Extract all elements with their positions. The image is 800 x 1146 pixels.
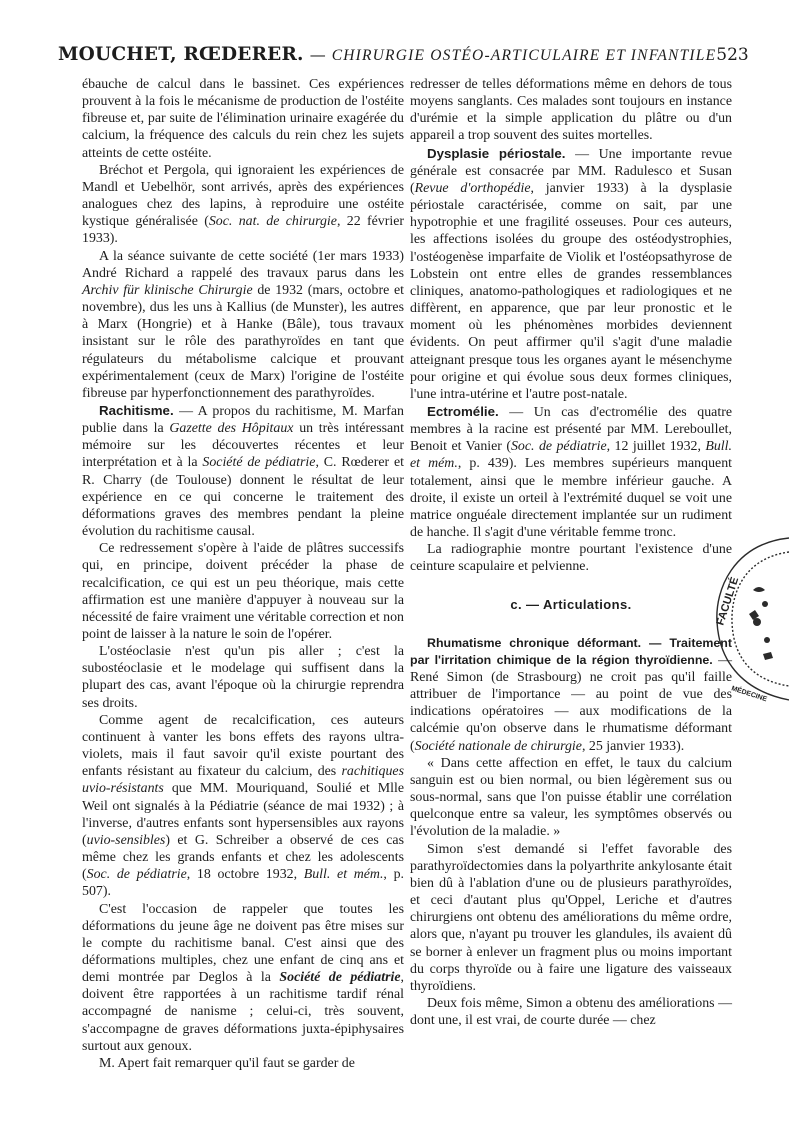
page-number: 523 [716, 45, 749, 65]
section-heading: Rachitisme. [99, 402, 174, 418]
citation: Archiv für klinische Chirurgie [82, 282, 253, 298]
paragraph: C'est l'occasion de rappeler que toutes les déformations du jeune âge ne doivent pas être mises sur le compte du rachitisme banal. C'est ainsi que des déformations multiples, chez une enfant de cinq ans et demi montrée par Deglos à la Société de pédiatrie, doivent être rapportées à un rachitisme tardif rénal accompagné de nanisme ; celui-ci, très souvent, s'accompagne de graves déformations juxta-épiphysaires surtout aux genoux. [82, 901, 405, 1054]
citation: uvio-sensibles [86, 832, 166, 848]
paragraph: Deux fois même, Simon a obtenu des améliorations — dont une, il est vrai, de courte durée — chez [410, 995, 732, 1029]
citation: Soc. de pédiatrie [86, 867, 187, 883]
stamp-text-bottom: MÉDECINE [730, 685, 768, 704]
right-column [410, 76, 732, 1029]
section-heading: Rhumatisme chronique déformant. — Traitement par l'irritation chimique de la région thyroïdienne. [410, 635, 732, 667]
citation: Bull. et mém. [410, 439, 732, 472]
citation: Revue d'orthopédie [414, 180, 531, 196]
citation: Bull. et mém. [303, 867, 384, 883]
paragraph: ébauche de calcul dans le bassinet. Ces expériences prouvent à la fois le mécanisme de production de l'ostéite fibreuse et, par suite de l'élimination urinaire exagérée du calcium, la fréquence des calculs du rein chez les sujets atteints de cette ostéite. [82, 77, 404, 161]
paragraph: Simon s'est demandé si l'effet favorable des parathyroïdectomies dans la polyarthrite ankylosante était bien dû à l'ablation d'une ou de plusieurs parathyroïdes, et ceci d'autant plus qu'Oppel, Leriche et d'autres chirurgiens ont obtenu des améliorations du même ordre, alors que, n'ayant pu trouver les glandules, ils avaient dû se borner à enlever un fragment plus ou moins important du corps thyroïde ou à faire une ligature des vaisseaux thyroïdiens. [410, 841, 732, 994]
library-stamp [703, 530, 789, 708]
citation: Soc. nat. de chirurgie [208, 214, 337, 230]
paragraph: Ectromélie. — Un cas d'ectromélie des quatre membres à la racine est présenté par MM. Lereboullet, Benoit et Vanier (Soc. de pédiatrie, 12 juillet 1932, Bull. et mém., p. 439). Les membres supérieurs manquent totalement, ainsi que le membre inférieur gauche. A droite, il existe un orteil à l'extrémité duquel se voit une matrice onguéale directement implantée sur un rudiment de hanche. Il s'agit d'une véritable femme tronc. [410, 403, 732, 541]
header-title: CHIRURGIE OSTÉO-ARTICULAIRE ET INFANTILE [331, 47, 717, 64]
running-header [58, 44, 749, 72]
section-heading: Ectromélie. [427, 403, 499, 419]
paragraph: Rachitisme. — A propos du rachitisme, M. Marfan publie dans la Gazette des Hôpitaux un très intéressant mémoire sur les découvertes récentes et leur interprétation et à la Société de pédiatrie, C. Rœderer et R. Charry (de Toulouse) donnent le résultat de leur expérience en ce qui concerne le traitement des déformations graves des membres pendant la pleine évolution du rachitisme causal. [82, 402, 405, 540]
stamp-text-top: FACULTÉ [714, 575, 742, 627]
paragraph: Dysplasie périostale. — Une importante revue générale est consacrée par MM. Radulesco et Susan (Revue d'orthopédie, janvier 1933) à la dysplasie périostale caractérisée, comme on sait, par une hypotrophie et une fragilité osseuses. Pour ces auteurs, les affections isolées du groupe des ostéodystrophies, l'ostéogenèse imparfaite de Violik et l'ostéopsathyrose de Lobstein ont entre elles de grandes ressemblances cliniques, anatomo-pathologiques et radiologiques et ne diffèrent, en apparence, que par leur pronostic et le moment où les phénomènes morbides deviennent évidents. On peut affirmer qu'il s'agit d'une maladie atteignant presque tous les organes ayant le mésenchyme pour origine et qui évolue sous deux formes cliniques, l'une intra-utérine et l'autre post-natale. [410, 145, 732, 402]
paragraph: M. Apert fait remarquer qu'il faut se garder de [99, 1055, 355, 1071]
header-separator: — [309, 45, 326, 64]
paragraph: La radiographie montre pourtant l'existence d'une ceinture scapulaire et pelvienne. [410, 542, 732, 575]
left-column [82, 76, 404, 1072]
paragraph: « Dans cette affection en effet, le taux du calcium sanguin est ou bien normal, ou bien légèrement sus ou sous-normal, sans que l'on puisse établir une corrélation quelconque entre sa valeur, les symptômes observés ou l'évolution de la maladie. » [410, 755, 732, 840]
citation: Société nationale de chirurgie [414, 738, 582, 754]
paragraph: A la séance suivante de cette société (1er mars 1933) André Richard a rappelé des travaux parus dans les Archiv für klinische Chirurgie de 1932 (mars, octobre et novembre), dus les uns à Kallius (de Munster), les autres à Marx (Hongrie) et à Hanke (Bâle), tous travaux insistant sur le rôle des parathyroïdes en tant que régulateurs du métabolisme calcique et prouvant expérimentalement (ceux de Marx) l'origine de l'ostéite fibreuse par hyperfonctionnement des parathyroïdes. [82, 248, 404, 401]
paragraph: redresser de telles déformations même en dehors de tous moyens sanglants. Ces malades sont toujours en instance d'urémie et la simple application du plâtre ou d'un appareil a trop souvent des suites mortelles. [410, 77, 732, 144]
citation: Société de pédiatrie [279, 970, 401, 986]
section-heading: Dysplasie périostale. [427, 145, 566, 161]
citation: Société de pédiatrie [202, 455, 316, 471]
paragraph: Rhumatisme chronique déformant. — Traitement par l'irritation chimique de la région thyroïdienne. — René Simon (de Strasbourg) ne croit pas qu'il faille attribuer de l'importance — au point de vue des indications opératoires — aux modifications de la calcémie qu'on observe dans le rhumatisme déformant (Société nationale de chirurgie, 25 janvier 1933). [410, 635, 732, 754]
section-title: c. — Articulations. [510, 596, 632, 612]
header-authors: MOUCHET, RŒDERER. [58, 44, 304, 65]
paragraph: L'ostéoclasie n'est qu'un pis aller ; c'est la subostéoclasie et le modelage qui suffisent dans la plupart des cas, avant l'époque où la chirurgie reprendra ses droits. [82, 644, 404, 711]
paragraph: Bréchot et Pergola, qui ignoraient les expériences de Mandl et Uebelhör, sont arrivés, après des expériences analogues chez des lapins, à reproduire une ostéite kystique généralisée (Soc. nat. de chirurgie, 22 février 1933). [82, 162, 404, 247]
paragraph: Ce redressement s'opère à l'aide de plâtres successifs qui, en principe, doivent précéder la phase de recalcification, ce qui est un peu théorique, mais cette affirmation est une manière d'appuyer à nouveau sur la nécessité de faire vraiment une véritable correction et non point de laisser à la nature le soin de l'opérer. [82, 541, 404, 642]
citation: rachitiques uvio-résistants [82, 764, 404, 797]
citation: Soc. de pédiatrie [510, 439, 607, 455]
citation: Gazette des Hôpitaux [169, 421, 294, 437]
paragraph: Comme agent de recalcification, ces auteurs continuent à vanter les bons effets des rayons ultra-violets, mais il faut savoir qu'il existe pourtant des enfants résistant au fixateur du calcium, des rachitiques uvio-résistants que MM. Mouriquand, Soulié et Mlle Weil ont signalés à la Pédiatrie (séance de mai 1932) ; à l'inverse, d'autres enfants sont hypersensibles aux rayons (uvio-sensibles) et G. Schreiber a observé de ces cas même chez les grands enfants et chez les adolescents (Soc. de pédiatrie, 18 octobre 1932, Bull. et mém., p. 507). [82, 712, 404, 900]
